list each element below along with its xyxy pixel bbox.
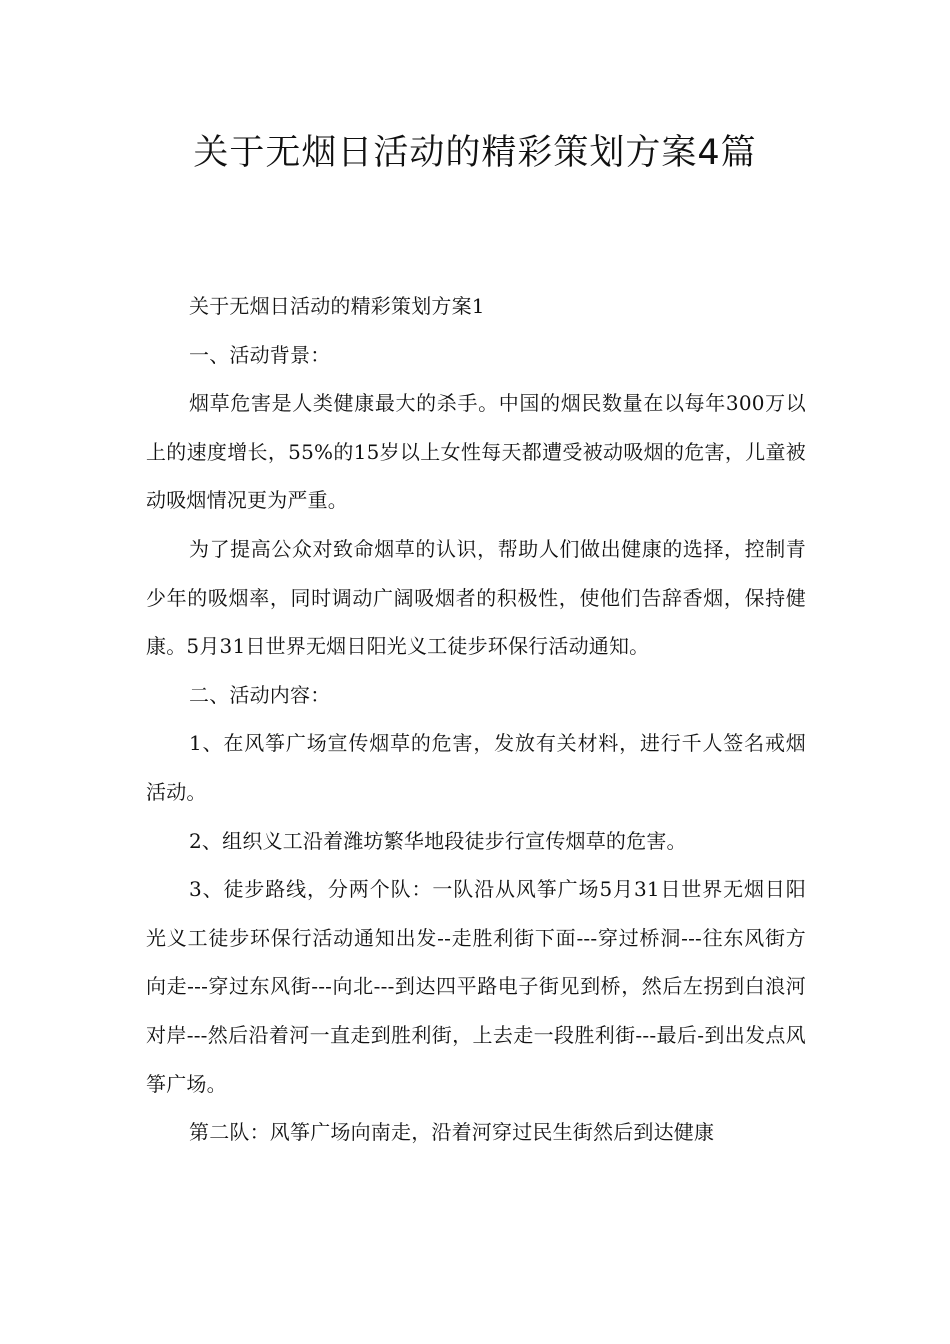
section-heading-plan-1: 关于无烟日活动的精彩策划方案1 xyxy=(189,294,485,318)
section-heading-content: 二、活动内容： xyxy=(189,682,331,707)
paragraph-background-2: 为了提高公众对致命烟草的认识，帮助人们做出健康的选择，控制青少年的吸烟率，同时调动广阔吸烟者的积极性，使他们告辞香烟，保持健康。5月31日世界无烟日阳光义工徒步环保行活动通知。 xyxy=(146,536,806,659)
paragraph-team-2: 第二队：风筝广场向南走，沿着河穿过民生街然后到达健康 xyxy=(189,1120,715,1145)
paragraph-content-item-3: 3、徒步路线，分两个队：一队沿从风筝广场5月31日世界无烟日阳光义工徒步环保行活动通知出发--走胜利街下面---穿过桥洞---往东风街方向走---穿过东风街---向北---到达四平路电子街见到桥，然后左拐到白浪河对岸---然后沿着河一直走到胜利街，上去走一段胜利街---最后-到出发点风筝广场。 xyxy=(146,877,806,1096)
paragraph-background-1: 烟草危害是人类健康最大的杀手。中国的烟民数量在以每年300万以上的速度增长，55%的15岁以上女性每天都遭受被动吸烟的危害，儿童被动吸烟情况更为严重。 xyxy=(146,391,806,513)
section-heading-background: 一、活动背景： xyxy=(189,342,331,367)
paragraph-content-item-2: 2、组织义工沿着潍坊繁华地段徒步行宣传烟草的危害。 xyxy=(189,828,687,853)
document-title: 关于无烟日活动的精彩策划方案4篇 xyxy=(193,133,757,173)
paragraph-content-item-1: 1、在风筝广场宣传烟草的危害，发放有关材料，进行千人签名戒烟活动。 xyxy=(146,731,806,804)
document-body xyxy=(146,282,806,1157)
